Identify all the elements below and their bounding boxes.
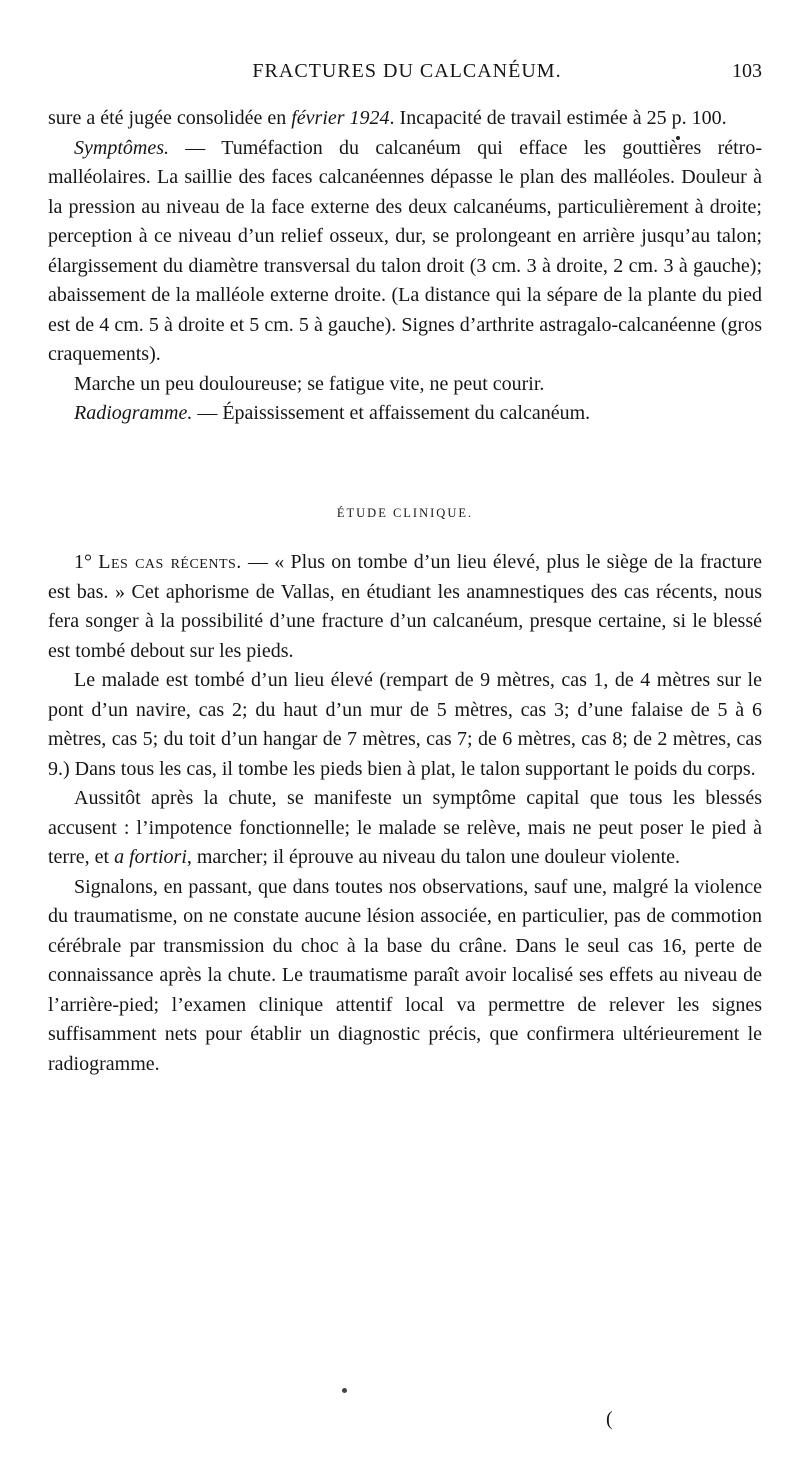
running-title: FRACTURES DU CALCANÉUM. xyxy=(252,60,562,82)
paragraph-consolidation: sure a été jugée consolidée en février 1924. Incapacité de travail estimée à 25 p. 100. xyxy=(48,107,727,129)
stray-mark: ( xyxy=(606,1408,613,1430)
paragraph-cas-recents: 1° Les cas récents. — « Plus on tombe d’un lieu élevé, plus le siège de la fracture est bas. » Cet aphorisme de Vallas, en étudiant les anamnestiques des cas récents, nous fera songer à la possibilité d’une fracture d’un calcanéum, presque certaine, si le blessé est tombé debout sur les pieds. xyxy=(48,551,762,662)
paragraph-signalons: Signalons, en passant, que dans toutes nos observations, sauf une, malgré la violence du traumatisme, on ne constate aucune lésion associée, en particulier, pas de commotion cérébrale par transmission du choc à la base du crâne. Dans le seul cas 16, perte de connaissance après la chute. Le traumatisme paraît avoir localisé ses effets au niveau de l’arrière-pied; l’examen clinique attentif local va permettre de relever les signes suffisamment nets pour établir un diagnostic précis, que confirmera ultérieurement le radiogramme. xyxy=(48,875,762,1075)
ink-speck xyxy=(342,1388,347,1393)
page-body xyxy=(48,104,762,1079)
radiogramme-label: Radiogramme. xyxy=(74,402,193,424)
section-number: 1° xyxy=(74,551,92,573)
paragraph-radiogramme: Radiogramme. — Épaississement et affaissement du calcanéum. xyxy=(74,402,591,424)
consolidation-date: février 1924 xyxy=(291,107,390,129)
cas-recents-label: Les cas récents. xyxy=(98,551,242,573)
paragraph-malade: Le malade est tombé d’un lieu élevé (rempart de 9 mètres, cas 1, de 4 mètres sur le pont d’un navire, cas 2; du haut d’un mur de 5 mètres, cas 3; d’une falaise de 5 à 6 mètres, cas 5; du toit d’un hangar de 7 mètres, cas 7; de 6 mètres, cas 8; de 2 mètres, cas 9.) Dans tous les cas, il tombe les pieds bien à plat, le talon supportant le poids du corps. xyxy=(48,669,762,780)
section-title: ÉTUDE CLINIQUE. xyxy=(336,505,474,520)
page-number: 103 xyxy=(732,60,762,82)
page-header xyxy=(48,60,766,96)
paragraph-aussitot: Aussitôt après la chute, se manifeste un symptôme capital que tous les blessés accusent : l’impotence fonctionnelle; le malade se relève, mais ne peut poser le pied à terre, et a fortiori, marcher; il éprouve au niveau du talon une douleur violente. xyxy=(48,787,762,868)
symptomes-label: Symptômes. xyxy=(74,136,169,159)
paragraph-marche: Marche un peu douloureuse; se fatigue vite, ne peut courir. xyxy=(74,372,545,395)
paragraph-symptomes: Symptômes. — Tuméfaction du calcanéum qui efface les gouttières rétro-malléolaires. La saillie des faces calcanéennes dépasse le plan des malléoles. Douleur à la pression au niveau de la face externe des deux calcanéums, particulièrement à droite; perception à ce niveau d’un relief osseux, dur, se prolongeant en arrière jusqu’au talon; élargissement du diamètre transversal du talon droit (3 cm. 3 à droite, 2 cm. 3 à gauche); abaissement de la malléole externe droite. (La distance qui la sépare de la plante du pied est de 4 cm. 5 à droite et 5 cm. 5 à gauche). Signes d’arthrite astragalo-calcanéenne (gros craquements). xyxy=(48,136,762,365)
a-fortiori: a fortiori xyxy=(114,846,187,868)
